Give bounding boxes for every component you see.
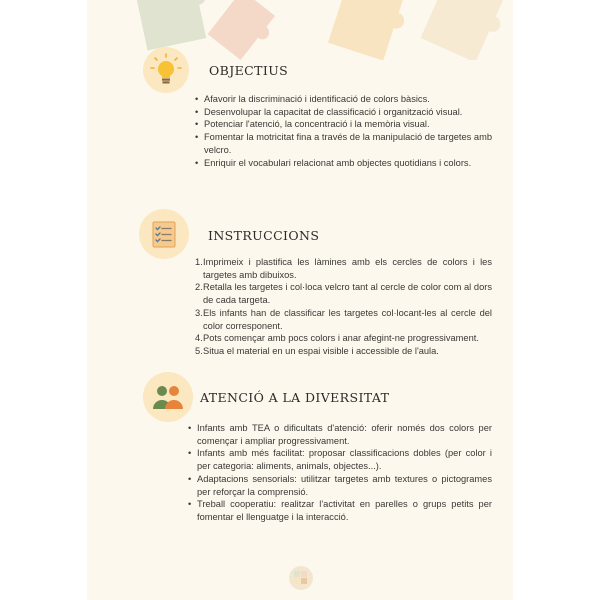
footer-logo xyxy=(289,566,313,590)
list-item: 2. Retalla les targetes i col·loca velcro tant al cercle de color com al dors de cada targeta. xyxy=(195,282,492,306)
list-item: 5. Situa el material en un espai visible i accessible de l'aula. xyxy=(195,345,439,356)
lightbulb-icon xyxy=(143,47,189,93)
list-item: 4. Pots començar amb pocs colors i anar afegint-ne progressivament. xyxy=(195,333,479,344)
objectius-icon-badge xyxy=(143,47,189,93)
puzzle-piece-yellow xyxy=(328,0,412,60)
list-item: • Treball cooperatiu: realitzar l'activitat en parelles o grups petits per fomentar el llenguatge i la interacció. xyxy=(197,498,492,523)
list-item: • Potenciar l'atenció, la concentració i la memòria visual. xyxy=(204,118,492,131)
list-item: • Enriquir el vocabulari relacionat amb objectes quotidians i colors. xyxy=(204,157,492,170)
document-page xyxy=(87,0,513,600)
section-title-objectius: OBJECTIUS xyxy=(209,63,289,78)
list-item: 3. Els infants han de classificar les targetes col·locant-les al cercle del color corresponent. xyxy=(195,307,492,331)
puzzle-piece-pink xyxy=(208,0,281,60)
diversitat-icon-badge xyxy=(143,372,193,422)
instruccions-list xyxy=(195,256,492,358)
list-item: • Infants amb TEA o dificultats d'atenció: oferir només dos colors per començar i ampliar progressivament. xyxy=(197,422,492,447)
checklist-icon xyxy=(139,209,189,259)
puzzle-piece-green xyxy=(133,0,214,50)
list-item: • Afavorir la discriminació i identificació de colors bàsics. xyxy=(204,93,492,106)
instruccions-icon-badge xyxy=(139,209,189,259)
list-item: 1. Imprimeix i plastifica les làmines amb els cercles de colors i les targetes amb dibuixos. xyxy=(195,257,492,280)
list-item: • Desenvolupar la capacitat de classificació i organització visual. xyxy=(204,106,492,119)
puzzle-logo-icon xyxy=(289,566,313,590)
list-item: • Infants amb més facilitat: proposar classificacions dobles (per color i per categoria: aliments, animals, objectes...). xyxy=(197,447,492,472)
objectius-list xyxy=(204,93,492,169)
list-item: • Adaptacions sensorials: utilitzar targetes amb textures o pictogrames per reforçar la comprensió. xyxy=(197,473,492,498)
section-title-instruccions: INSTRUCCIONS xyxy=(208,228,320,243)
section-title-diversitat: ATENCIÓ A LA DIVERSITAT xyxy=(200,390,390,405)
people-icon xyxy=(143,372,193,422)
puzzle-piece-cream xyxy=(421,0,512,60)
list-item: • Fomentar la motricitat fina a través de la manipulació de targetes amb velcro. xyxy=(204,131,492,156)
diversitat-list xyxy=(197,422,492,524)
